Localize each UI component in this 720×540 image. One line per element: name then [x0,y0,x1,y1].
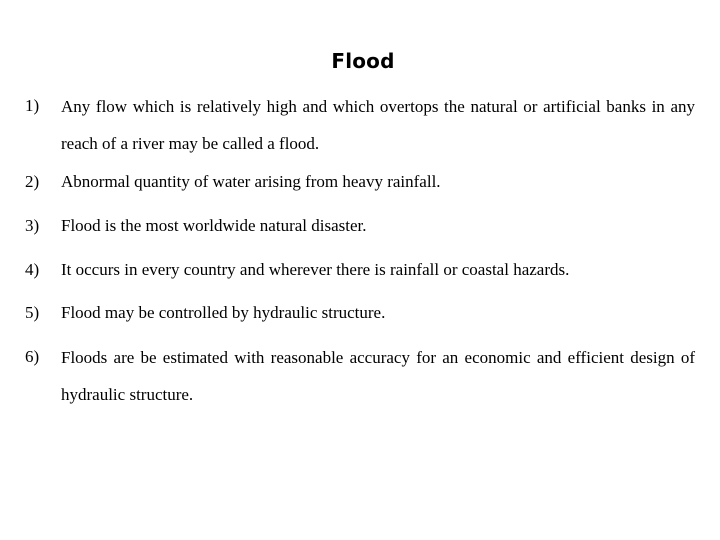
list-item-number: 4) [25,260,40,279]
list-item-text: Abnormal quantity of water arising from heavy rainfall. [61,172,441,191]
list-item-text: Flood may be controlled by hydraulic structure. [61,303,386,322]
list-item-number: 5) [25,303,40,322]
list-item-text: Flood is the most worldwide natural disaster. [61,216,367,235]
list-item-number: 2) [25,172,40,191]
list-item-text: Any flow which is relatively high and which overtops the natural or artificial banks in any reach of a river may be called a flood. [61,97,695,153]
list-item-text: Floods are be estimated with reasonable accuracy for an economic and efficient design of hydraulic structure. [61,348,695,404]
list-item-number: 1) [25,96,40,115]
slide-title: Flood [331,49,395,73]
list-item-number: 3) [25,216,40,235]
list-item-number: 6) [25,347,40,366]
list-item-text: It occurs in every country and wherever there is rainfall or coastal hazards. [61,260,570,279]
